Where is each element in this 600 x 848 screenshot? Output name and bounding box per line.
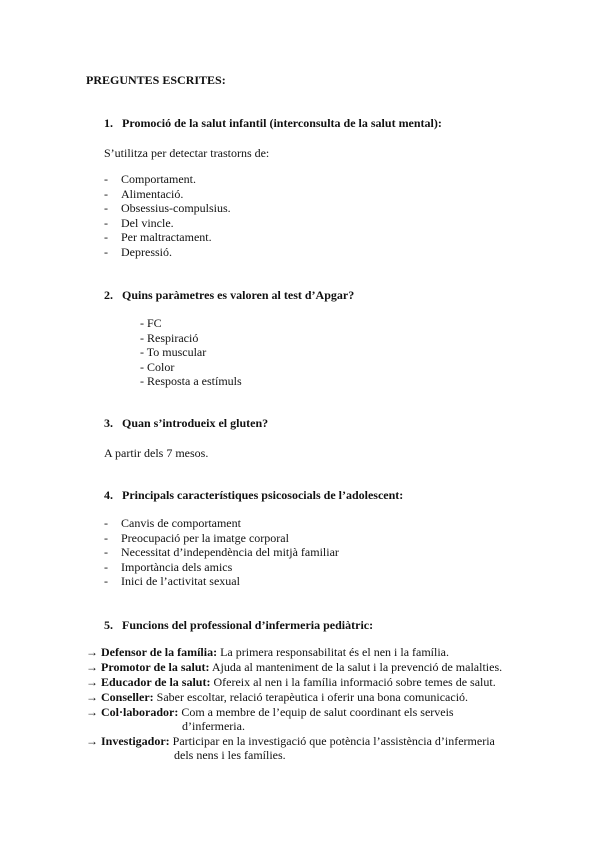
question-number: 2. bbox=[104, 288, 113, 302]
list-item: - Del vincle. bbox=[104, 215, 174, 230]
list-item: - Necessitat d’independència del mitjà familiar bbox=[104, 545, 339, 560]
role-text-continuation: dels nens i les famílies. bbox=[174, 748, 286, 762]
arrow-right-icon: → bbox=[86, 645, 98, 659]
arrow-right-icon: → bbox=[86, 675, 98, 689]
list-item: - Alimentació. bbox=[104, 186, 184, 201]
question-1-heading bbox=[104, 116, 442, 131]
role-text: La primera responsabilitat és el nen i la família. bbox=[220, 645, 450, 659]
list-item: - Importància dels amics bbox=[104, 559, 233, 574]
role-text: Com a membre de l’equip de salut coordinant els serveis bbox=[181, 705, 454, 719]
question-1-list bbox=[104, 172, 231, 260]
role-text: Saber escoltar, relació terapèutica i oferir una bona comunicació. bbox=[156, 690, 469, 704]
question-4-heading bbox=[104, 488, 403, 503]
role-label: Promotor de la salut: bbox=[101, 660, 210, 674]
arrow-right-icon: → bbox=[86, 690, 98, 704]
question-number: 5. bbox=[104, 618, 113, 632]
arrow-right-icon: → bbox=[86, 734, 98, 748]
page-title: PREGUNTES ESCRITES: bbox=[86, 73, 226, 87]
role-label: Educador de la salut: bbox=[101, 675, 211, 689]
question-text: Promoció de la salut infantil (interconsulta de la salut mental): bbox=[122, 116, 442, 130]
role-label: Defensor de la família: bbox=[101, 645, 218, 659]
question-text: Quins paràmetres es valoren al test d’Apgar? bbox=[122, 288, 355, 302]
question-number: 3. bbox=[104, 416, 113, 430]
arrow-right-icon: → bbox=[86, 705, 98, 719]
list-item: - Resposta a estímuls bbox=[140, 374, 242, 389]
list-item: - FC bbox=[140, 316, 162, 330]
role-label: Col·laborador: bbox=[101, 705, 179, 719]
question-2-heading bbox=[104, 288, 354, 303]
list-item: - Respiració bbox=[140, 330, 199, 345]
question-1-intro: S’utilitza per detectar trastorns de: bbox=[104, 146, 270, 160]
list-item: - Inici de l’activitat sexual bbox=[104, 574, 240, 589]
role-label: Conseller: bbox=[101, 690, 154, 704]
role-text: Participar en la investigació que potència l’assistència d’infermeria bbox=[172, 734, 495, 748]
role-text: Ajuda al manteniment de la salut i la prevenció de malalties. bbox=[211, 660, 503, 674]
question-4-list bbox=[104, 516, 339, 589]
question-2-list bbox=[140, 316, 242, 389]
list-item: - Per maltractament. bbox=[104, 230, 212, 245]
list-item: - Color bbox=[140, 359, 175, 374]
question-text: Quan s’introdueix el gluten? bbox=[122, 416, 269, 430]
question-text: Principals característiques psicosocials de l’adolescent: bbox=[122, 488, 404, 502]
role-promotor bbox=[86, 660, 502, 675]
list-item: - Comportament. bbox=[104, 172, 196, 186]
list-item: - Preocupació per la imatge corporal bbox=[104, 530, 289, 545]
role-text-continuation: d’infermeria. bbox=[182, 719, 245, 733]
question-3-heading bbox=[104, 416, 268, 431]
role-educador bbox=[86, 675, 496, 690]
list-item: - Depressió. bbox=[104, 244, 172, 259]
question-text: Funcions del professional d’infermeria pediàtric: bbox=[122, 618, 374, 632]
role-conseller bbox=[86, 690, 468, 705]
list-item: - Canvis de comportament bbox=[104, 516, 241, 530]
question-number: 1. bbox=[104, 116, 113, 130]
list-item: - To muscular bbox=[140, 345, 207, 360]
arrow-right-icon: → bbox=[86, 660, 98, 674]
list-item: - Obsessius-compulsius. bbox=[104, 201, 231, 216]
question-5-heading bbox=[104, 618, 373, 633]
role-collaborador bbox=[86, 705, 454, 720]
role-investigador bbox=[86, 734, 495, 749]
role-defensor bbox=[86, 645, 449, 660]
question-number: 4. bbox=[104, 488, 113, 502]
role-label: Investigador: bbox=[101, 734, 170, 748]
question-3-answer: A partir dels 7 mesos. bbox=[104, 446, 209, 460]
role-text: Ofereix al nen i la família informació sobre temes de salut. bbox=[213, 675, 496, 689]
